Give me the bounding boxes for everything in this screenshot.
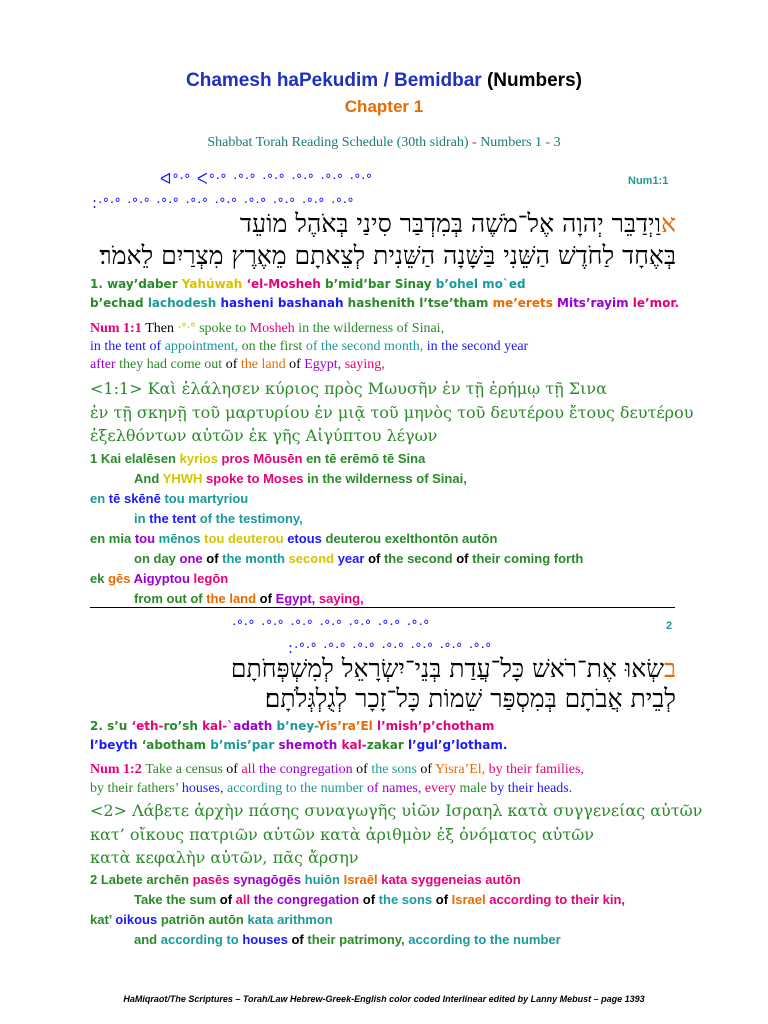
text-segment: ‘el- (246, 277, 269, 291)
text-segment: by their fathers’ (90, 781, 182, 796)
text-segment: autōn (485, 872, 521, 887)
interlinear-greek-line (90, 913, 333, 926)
text-segment: of (456, 551, 473, 566)
text-segment: zakar (366, 738, 408, 752)
text-segment: tou deuterou (204, 531, 288, 546)
text-segment: of (199, 511, 216, 526)
text-segment: mēnos (158, 531, 205, 546)
text-segment: gēs (108, 571, 134, 586)
text-segment: in (134, 511, 150, 526)
interlinear-english-line (134, 592, 364, 605)
text-segment: etous (287, 531, 326, 546)
text-segment: <1:1> (90, 379, 148, 398)
text-segment: patrimony, (339, 932, 409, 947)
hebrew-line-2: בְּאֶחָד לַחֹדֶשׁ הַשֵּׁנִי בַּשָּׁנָה הַשֵּׁנִית לְצֵאתָם מֵאֶרֶץ מִצְרַיִם לֵאמֹר׃ (99, 241, 676, 270)
verse-divider (90, 607, 675, 608)
text-segment: the sum (166, 892, 220, 907)
english-line-2 (90, 782, 572, 796)
text-segment: spoke to (206, 471, 264, 486)
text-segment: Sinay (394, 277, 436, 291)
text-segment: according to (160, 932, 243, 947)
text-segment: <2> (90, 801, 133, 820)
text-segment: Take (145, 762, 176, 777)
text-segment: according to (489, 892, 571, 907)
hebrew-text: שְׂאוּ אֶת־רֹאשׁ כָּל־עֲדַת בְּנֵי־יִשְׂרָאֵל לְמִשְׁפְּחֹתָם (230, 654, 664, 683)
text-segment: Israel (451, 892, 490, 907)
interlinear-english-line (134, 512, 303, 525)
text-segment: ek (90, 571, 109, 586)
text-segment: lachodesh (147, 296, 221, 310)
text-segment: exelthontōn (384, 531, 463, 546)
text-segment: Yis’ra’El (317, 719, 377, 733)
text-segment: their (472, 551, 504, 566)
text-segment: the congregation (258, 762, 357, 777)
text-segment: according to (408, 932, 490, 947)
text-segment: me’erets (492, 296, 558, 310)
text-segment: ro’sh (163, 719, 203, 733)
text-segment: Ισραηλ (445, 801, 508, 820)
greek-line-2: κατ’ οἴκους πατριῶν αὐτῶν κατὰ ἀριθμὸν ἐξ ὀνόματος αὐτῶν (90, 825, 594, 844)
text-segment: all (235, 892, 254, 907)
hebrew-verse-number: א (660, 209, 676, 238)
text-segment: Mits’rayim (557, 296, 633, 310)
english-line-2 (90, 340, 528, 354)
text-segment: of (435, 892, 452, 907)
text-segment: en (306, 451, 325, 466)
hebrew-verse-number: ב (663, 654, 676, 683)
text-segment: in the tent of (90, 339, 165, 354)
text-segment: on (241, 339, 260, 354)
interlinear-greek-line (90, 572, 228, 585)
text-segment: the sons (371, 762, 421, 777)
interlinear-english-line (134, 933, 561, 946)
text-segment: kal- (202, 719, 228, 733)
hebrew-line-1 (240, 211, 676, 236)
interlinear-english-line (134, 893, 625, 906)
text-segment: deuterou (325, 531, 385, 546)
text-segment: year (337, 551, 369, 566)
text-segment: the land (240, 357, 290, 372)
text-segment: 2 Labete (90, 872, 147, 887)
text-segment: Yisra’El, (434, 762, 489, 777)
text-segment: mo`ed (482, 277, 526, 291)
schedule-text: Shabbat Torah Reading Schedule (30th sidrah) (207, 135, 469, 150)
text-segment: Μωυσῆν (367, 379, 443, 398)
translit-line-1 (90, 278, 526, 290)
text-segment: the testimony, (215, 511, 303, 526)
text-segment: Mosheh (268, 277, 326, 291)
text-segment: l’beyth (90, 738, 142, 752)
text-segment: κατὰ συγγενείας αὐτῶν (507, 801, 703, 820)
text-segment: their (307, 932, 340, 947)
paleo-line-2: :ᐧᐤᐧᐤ ᐧᐤᐧᐤ ᐧᐤᐧᐤ ᐧᐤᐧᐤ ᐧᐤᐧᐤ ᐧᐤᐧᐤ ᐧᐤᐧᐤ ᐧᐤᐧᐤ ᐧᐤᐧᐤ (92, 194, 355, 212)
text-segment: Sinai, (411, 321, 445, 336)
text-segment: kat’ (90, 912, 116, 927)
text-segment: the tent (149, 511, 200, 526)
text-segment: ‘eth- (131, 719, 164, 733)
text-segment: pros (221, 451, 254, 466)
text-segment: the number (489, 932, 561, 947)
text-segment: from out of (134, 591, 207, 606)
text-segment: b’mid’bar (325, 277, 395, 291)
text-segment: ᐧᐤᐧᐤ (177, 321, 200, 336)
interlinear-greek-line (90, 452, 425, 465)
text-segment: bashanah (277, 296, 348, 310)
text-segment: all (241, 762, 259, 777)
text-segment: Take (134, 892, 167, 907)
text-segment: oikous (115, 912, 161, 927)
text-segment: `adath (227, 719, 277, 733)
text-segment: tou martyriou (164, 491, 249, 506)
text-segment: l’tse’tham (419, 296, 493, 310)
text-segment: male (459, 781, 491, 796)
text-segment: YHWH (162, 471, 206, 486)
text-segment: the second (383, 551, 457, 566)
text-segment: l’mish’p’chotham (376, 719, 495, 733)
text-segment: by their heads. (490, 781, 573, 796)
text-segment: the month (222, 551, 289, 566)
text-segment: ἐν τῇ ἐρήμῳ τῇ (442, 379, 569, 398)
interlinear-english-line (134, 552, 583, 565)
text-segment: according to the number (227, 781, 367, 796)
text-segment: of (206, 551, 223, 566)
text-segment: of (219, 892, 236, 907)
text-segment: le’mor. (632, 296, 680, 310)
text-segment: en (90, 531, 109, 546)
text-segment: one (179, 551, 207, 566)
text-segment: of (225, 357, 241, 372)
text-segment: Yahúwah (181, 277, 247, 291)
text-segment: b’ney- (276, 719, 318, 733)
text-segment: Λάβετε ἀρχὴν πάσης συναγωγῆς υἱῶν (132, 801, 446, 820)
text-segment: Moses (263, 471, 308, 486)
page-footer: HaMiqraot/The Scriptures – Torah/Law Hebrew-Greek-English color coded Interlinear edited by Lanny Mebust – page 1393 (123, 994, 645, 1004)
text-segment: kata (381, 872, 411, 887)
text-segment: spoke to (199, 321, 250, 336)
text-segment: Egypt, (275, 591, 319, 606)
text-segment: they had come out (119, 357, 226, 372)
text-segment: the sons (378, 892, 436, 907)
schedule-dash: - (468, 135, 481, 150)
text-segment: every (424, 781, 460, 796)
text-segment: of (356, 762, 372, 777)
text-segment: Aigyptou (133, 571, 194, 586)
text-segment: archēn (146, 872, 193, 887)
text-segment: en (90, 491, 109, 506)
text-segment: autōn (208, 912, 248, 927)
text-segment: of (226, 762, 242, 777)
text-segment: synagōgēs (233, 872, 305, 887)
text-segment: b’echad (90, 296, 148, 310)
text-segment: the wilderness of (312, 321, 412, 336)
english-line-3 (90, 358, 385, 372)
text-segment: Num 1:1 (90, 321, 146, 336)
text-segment: of (362, 892, 379, 907)
greek-line-2: ἐν τῇ σκηνῇ τοῦ μαρτυρίου ἐν μιᾷ τοῦ μηνὸς τοῦ δευτέρου ἔτους δευτέρου (90, 403, 694, 422)
text-segment: Then (145, 321, 178, 336)
interlinear-greek-line (90, 492, 248, 505)
english-line-1 (90, 322, 444, 336)
reading-schedule (0, 136, 768, 150)
text-segment: elalēsen (124, 451, 180, 466)
schedule-range: Numbers 1 - 3 (480, 135, 561, 150)
text-segment: of (291, 932, 308, 947)
text-segment: of (289, 357, 305, 372)
greek-line-3: κατὰ κεφαλὴν αὐτῶν, πᾶς ἄρσην (90, 848, 359, 867)
translit-line-1 (90, 720, 494, 732)
text-segment: pasēs (192, 872, 234, 887)
text-segment: b’mis’par (210, 738, 279, 752)
text-segment: saying, (318, 591, 364, 606)
text-segment: kal- (341, 738, 367, 752)
text-segment: ‘abotham (141, 738, 211, 752)
text-segment: 1. way’daber (90, 277, 182, 291)
text-segment: of (368, 551, 384, 566)
text-segment: of names, (366, 781, 425, 796)
text-segment: of (420, 762, 435, 777)
text-segment: 1 Kai (90, 451, 125, 466)
text-segment: of (259, 591, 276, 606)
text-segment: the first (259, 339, 306, 354)
translit-line-2 (90, 297, 679, 309)
text-segment: in (298, 321, 313, 336)
text-segment: tē skēnē (108, 491, 165, 506)
text-segment: the land (206, 591, 260, 606)
greek-line-1 (90, 803, 702, 819)
text-segment: the wilderness of (322, 471, 433, 486)
text-segment: Mōusēn (253, 451, 307, 466)
text-segment: 2. s’u (90, 719, 132, 733)
hebrew-line-2: לְבֵית אֲבֹתָם בְּמִסְפַּר שֵׁמוֹת כָּל־זָכָר לְגֻלְגְּלֹתָם׃ (264, 684, 676, 713)
greek-line-1 (90, 381, 607, 397)
text-segment: tē erēmō tē (324, 451, 398, 466)
text-segment: Mosheh (249, 321, 299, 336)
verse-ref-paleo: Num1:1 (628, 175, 669, 187)
text-segment: l’gul’g’lotham. (407, 738, 508, 752)
text-segment: Israēl (343, 872, 382, 887)
text-segment: tou (134, 531, 159, 546)
text-segment: syggeneias (410, 872, 486, 887)
title-main: Chamesh haPekudim / Bemidbar (186, 70, 482, 91)
text-segment: of the second month, (305, 339, 427, 354)
text-segment: appointment, (164, 339, 242, 354)
hebrew-text: וַיְדַבֵּר יְהוָה אֶל־מֹשֶׁה בְּמִדְבַּר סִינַי בְּאֹהֶל מוֹעֵד (239, 209, 661, 238)
text-segment: legōn (193, 571, 229, 586)
text-segment: Num 1:2 (90, 762, 146, 777)
paleo-line-2: :ᐧᐤᐧᐤ ᐧᐤᐧᐤ ᐧᐤᐧᐤ ᐧᐤᐧᐤ ᐧᐤᐧᐤ ᐧᐤᐧᐤ ᐧᐤᐧᐤ (288, 639, 493, 657)
text-segment: hashenith (347, 296, 420, 310)
text-segment: kata (247, 912, 278, 927)
chapter-heading: Chapter 1 (344, 97, 424, 116)
text-segment: Sinai, (432, 471, 467, 486)
text-segment: coming forth (503, 551, 584, 566)
text-segment: Sina (397, 451, 426, 466)
text-segment: Egypt, (304, 357, 345, 372)
text-segment: a census (175, 762, 227, 777)
text-segment: houses, (181, 781, 227, 796)
text-segment: autōn (462, 531, 498, 546)
verse-ref-paleo: 2 (666, 620, 673, 632)
text-segment: hasheni (220, 296, 278, 310)
text-segment: in (307, 471, 323, 486)
interlinear-greek-line (90, 532, 497, 545)
text-segment: on (134, 551, 154, 566)
text-segment: shemoth (278, 738, 342, 752)
text-segment: arithmon (277, 912, 333, 927)
text-segment: second (288, 551, 338, 566)
text-segment: patriōn (160, 912, 209, 927)
page-title (0, 71, 768, 90)
text-segment: houses (242, 932, 292, 947)
text-segment: mia (108, 531, 135, 546)
title-english: (Numbers) (486, 70, 582, 91)
text-segment: by their families, (488, 762, 584, 777)
translit-line-2 (90, 739, 507, 751)
paleo-line-1: ᐧᐤᐧᐤ ᐧᐤᐧᐤ ᐧᐤᐧᐤ ᐧᐤᐧᐤ ᐧᐤᐧᐤ ᐧᐤᐧᐤ ᐧᐤᐧᐤ (232, 616, 431, 634)
interlinear-greek-line (90, 873, 521, 886)
text-segment: saying, (344, 357, 385, 372)
text-segment: Σινα (568, 379, 607, 398)
text-segment: b’ohel (435, 277, 483, 291)
text-segment: in (426, 339, 442, 354)
paleo-line-1: ᐊᐤᐧᐤ ᐸᐤᐧᐤ ᐧᐤᐧᐤ ᐧᐤᐧᐤ ᐧᐤᐧᐤ ᐧᐤᐧᐤ ᐧᐤᐧᐤ (160, 170, 373, 188)
text-segment: huiōn (304, 872, 344, 887)
text-segment: kyrios (179, 451, 222, 466)
text-segment: and (134, 932, 161, 947)
text-segment: Καὶ ἐλάλησεν κύριος πρὸς (147, 379, 368, 398)
text-segment: And (134, 471, 163, 486)
english-line-1 (90, 763, 584, 777)
hebrew-line-1 (231, 656, 676, 681)
text-segment: the second year (441, 339, 529, 354)
greek-line-3: ἐξελθόντων αὐτῶν ἐκ γῆς Αἰγύπτου λέγων (90, 426, 438, 445)
text-segment: after (90, 357, 120, 372)
text-segment: day (153, 551, 180, 566)
text-segment: their kin, (570, 892, 626, 907)
text-segment: the congregation (253, 892, 363, 907)
interlinear-english-line (134, 472, 467, 485)
